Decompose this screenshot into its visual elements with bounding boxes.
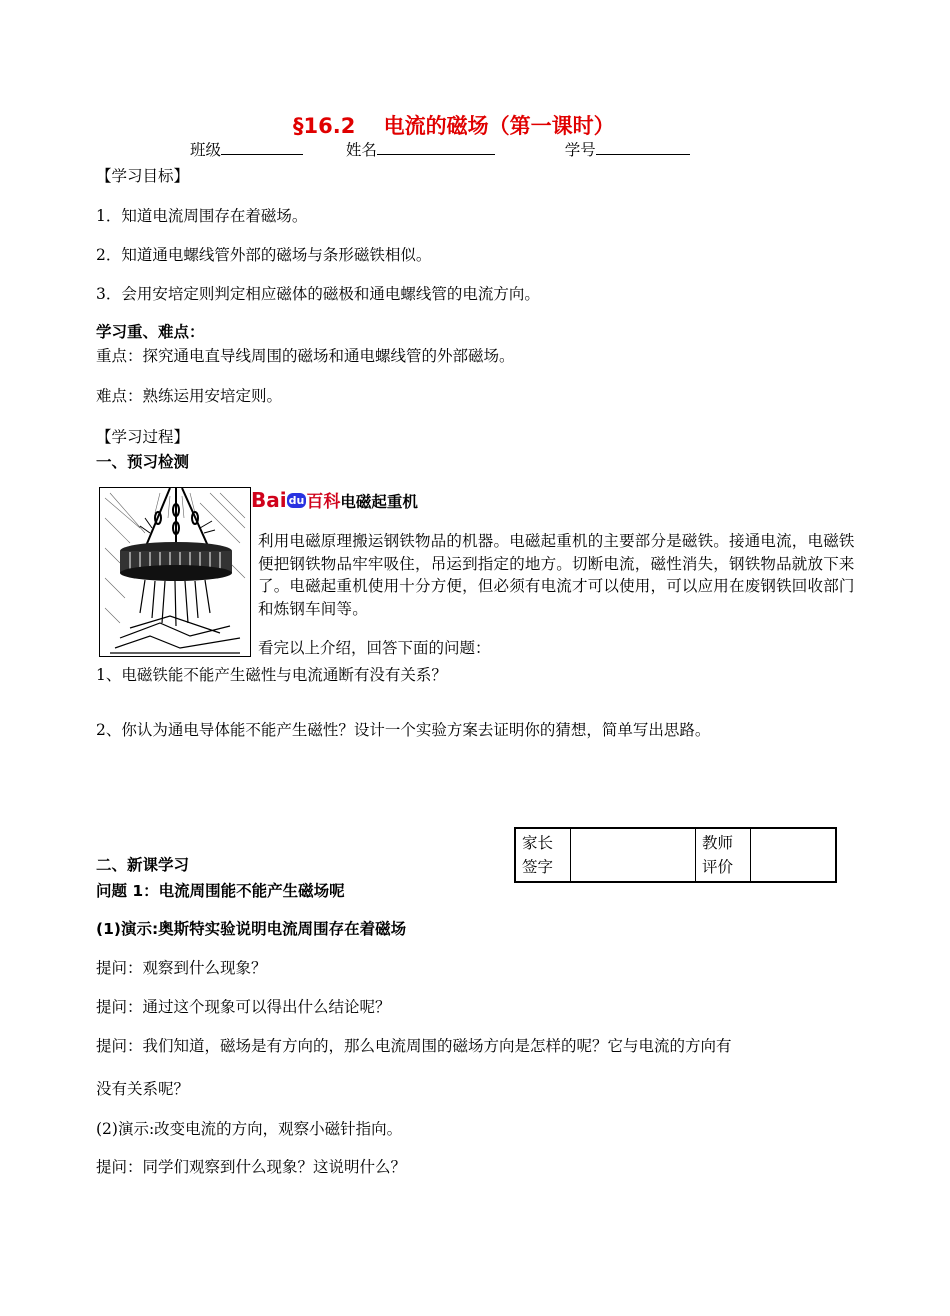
teacher-evaluation-cell[interactable] — [751, 828, 837, 882]
new-lesson-heading: 二、新课学习 — [96, 856, 190, 874]
number-label: 学号 — [564, 141, 596, 159]
key-point-text: 重点：探究通电直导线周围的磁场和通电螺线管的外部磁场。 — [96, 347, 515, 365]
objectives-heading: 【学习目标】 — [96, 167, 190, 185]
baike-entry-title: 电磁起重机 — [340, 493, 418, 511]
objective-item: 1．知道电流周围存在着磁场。 — [96, 207, 308, 225]
ask-3-line-2: 没有关系呢？ — [96, 1080, 190, 1098]
number-field[interactable] — [596, 139, 690, 155]
process-heading: 【学习过程】 — [96, 428, 190, 446]
parent-signature-cell[interactable] — [571, 828, 696, 882]
demo-1-heading: (1)演示:奥斯特实验说明电流周围存在着磁场 — [96, 920, 407, 938]
page-title: §16.2 电流的磁场（第一课时） — [293, 114, 615, 138]
ask-4: 提问：同学们观察到什么现象？这说明什么？ — [96, 1158, 407, 1176]
ask-3-line-1: 提问：我们知道，磁场是有方向的，那么电流周围的磁场方向是怎样的呢？它与电流的方向有 — [96, 1037, 732, 1055]
class-field[interactable] — [221, 139, 303, 155]
section-preview-heading: 一、预习检测 — [96, 453, 190, 471]
teacher-evaluation-label: 教师 评价 — [696, 828, 751, 882]
difficult-point-text: 难点：熟练运用安培定则。 — [96, 387, 283, 405]
parent-signature-label: 家长 签字 — [515, 828, 571, 882]
ask-1: 提问：观察到什么现象？ — [96, 959, 267, 977]
electromagnet-crane-image — [100, 488, 250, 656]
baidu-paw-icon: du — [288, 494, 305, 507]
signature-table — [514, 827, 837, 883]
baike-logo-cn: 百科 — [306, 492, 341, 512]
baike-prompt: 看完以上介绍，回答下面的问题： — [258, 639, 491, 657]
name-label: 姓名 — [345, 141, 377, 159]
demo-2-text: (2)演示:改变电流的方向，观察小磁针指向。 — [96, 1120, 403, 1138]
student-info-row — [190, 139, 690, 160]
objective-item: 3．会用安培定则判定相应磁体的磁极和通电螺线管的电流方向。 — [96, 285, 540, 303]
baike-logo — [251, 487, 418, 511]
preview-question-2: 2、你认为通电导体能不能产生磁性？设计一个实验方案去证明你的猜想，简单写出思路。 — [96, 721, 711, 739]
baike-logo-text: Bai — [251, 488, 287, 512]
key-points-heading: 学习重、难点： — [96, 323, 205, 341]
objective-item: 2．知道通电螺线管外部的磁场与条形磁铁相似。 — [96, 246, 432, 264]
name-field[interactable] — [377, 139, 495, 155]
preview-question-1: 1、电磁铁能不能产生磁性与电流通断有没有关系？ — [96, 666, 447, 684]
lesson-question-1: 问题 1：电流周围能不能产生磁场呢 — [96, 882, 345, 900]
class-label: 班级 — [190, 141, 222, 159]
ask-2: 提问：通过这个现象可以得出什么结论呢？ — [96, 998, 391, 1016]
crane-illustration — [99, 487, 251, 657]
baike-paragraph: 利用电磁原理搬运钢铁物品的机器。电磁起重机的主要部分是磁铁。接通电流，电磁铁便把钢铁物品牢牢吸住，吊运到指定的地方。切断电流，磁性消失，钢铁物品就放下来了。电磁起重机使用十分方便，但必须有电流才可以使用，可以应用在废钢铁回收部门和炼钢车间等。 — [258, 532, 855, 618]
